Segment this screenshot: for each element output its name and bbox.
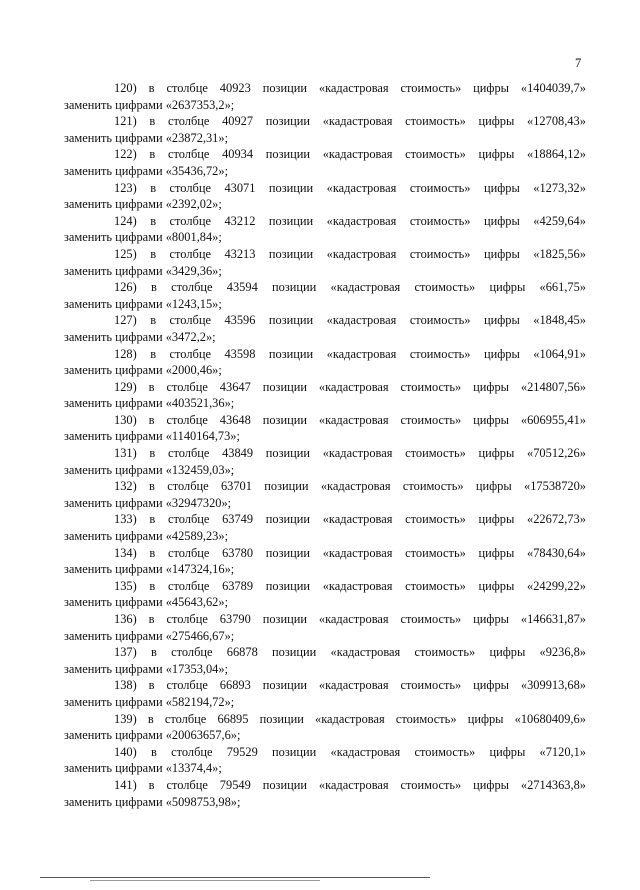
item-word: «кадастровая [318,777,389,792]
item-word: позиции [262,777,307,792]
item-number: 126) [114,280,137,295]
item-word: столбце [167,446,210,461]
item-number: 121) [114,114,137,129]
item-word: «кадастровая [322,512,393,527]
item-word: столбце [171,280,213,295]
item-word: столбце [171,645,213,660]
item-word: столбце [169,313,211,328]
item-first-line [64,611,586,628]
item-word: позиции [265,147,311,162]
item-replacement-line: заменить цифрами «403521,36»; [64,396,235,411]
item-word: стоимость» [400,612,462,626]
item-first-line [64,180,586,197]
item-word: в [149,578,156,593]
item-number: 128) [114,346,137,361]
item-replacement-line: заменить цифрами «2000,46»; [64,363,222,378]
item-word: позиции [265,512,311,527]
item-number: 124) [114,213,137,228]
item-word: 40934 [222,147,254,162]
item-number: 140) [114,744,137,759]
item-replacement-line: заменить цифрами «2637353,2»; [64,97,235,112]
list-item [64,611,586,644]
item-word: «10680409,6» [514,711,586,726]
item-word: в [150,246,157,261]
list-item [64,146,586,179]
item-number: 132) [114,479,137,494]
item-word: в [149,545,156,560]
item-word: цифры [473,678,509,693]
item-word: в [149,114,156,129]
item-word: стоимость» [409,213,471,228]
item-word: 63780 [222,545,254,560]
item-number: 141) [114,777,137,792]
item-word: 66893 [219,678,251,693]
item-word: стоимость» [405,446,466,461]
item-word: 66878 [226,645,258,660]
item-word: стоимость» [409,313,471,328]
item-replacement-line: заменить цифрами «2392,02»; [64,197,222,212]
item-word: «кадастровая [318,81,389,95]
item-word: «1273,32» [533,180,586,195]
item-word: цифры [473,612,509,626]
page-number: 7 [575,56,582,70]
item-word: 43598 [224,346,256,361]
item-first-line [64,777,586,794]
item-number: 139) [114,711,137,726]
item-first-line [64,744,586,761]
item-first-line [64,478,586,495]
list-item [64,213,586,246]
item-number: 133) [114,512,137,527]
item-word: цифры [489,280,526,295]
item-first-line [64,213,586,230]
item-word: стоимость» [409,346,471,361]
item-word: стоимость» [405,114,466,129]
item-number: 130) [114,412,137,427]
item-first-line [64,445,586,462]
item-word: 43212 [224,213,256,228]
item-word: позиции [262,678,307,693]
item-first-line [64,113,586,130]
item-word: «9236,8» [539,645,586,660]
item-word: цифры [483,213,520,228]
item-word: стоимость» [400,412,462,427]
item-word: цифры [478,147,515,162]
item-word: цифры [467,711,504,726]
item-word: столбце [169,346,211,361]
item-word: стоимость» [405,545,466,560]
item-word: в [148,412,155,427]
item-word: позиции [272,645,317,660]
item-word: 40927 [222,114,254,129]
item-replacement-line: заменить цифрами «5098753,98»; [64,794,241,809]
item-word: 43071 [224,180,256,195]
list-item [64,80,586,113]
item-word: стоимость» [395,711,457,726]
item-word: стоимость» [400,777,462,792]
item-replacement-line: заменить цифрами «582194,72»; [64,694,235,709]
list-item [64,412,586,445]
list-item [64,445,586,478]
item-number: 123) [114,180,137,195]
item-word: в [150,280,157,295]
item-word: в [149,446,156,461]
item-word: стоимость» [414,744,476,759]
item-word: столбце [166,379,208,394]
item-first-line [64,346,586,363]
item-word: столбце [167,545,210,560]
item-word: в [147,711,154,726]
item-replacement-line: заменить цифрами «42589,23»; [64,529,229,544]
item-word: «12708,43» [527,114,586,129]
item-word: «кадастровая [318,412,389,427]
item-replacement-line: заменить цифрами «13374,4»; [64,761,222,776]
item-word: столбце [169,180,211,195]
list-item [64,644,586,677]
item-replacement-line: заменить цифрами «3472,2»; [64,329,216,344]
item-word: «606955,41» [520,412,586,427]
item-word: «78430,64» [527,545,586,560]
item-word: «кадастровая [320,479,391,494]
item-word: позиции [262,81,307,95]
item-word: цифры [483,346,520,361]
item-first-line [64,412,586,429]
item-first-line [64,511,586,528]
item-word: «кадастровая [318,612,389,626]
item-word: позиции [265,446,311,461]
item-replacement-line: заменить цифрами «32947320»; [64,495,232,510]
item-word: стоимость» [400,379,462,394]
item-word: «4259,64» [533,213,586,228]
item-word: позиции [259,711,304,726]
item-replacement-line: заменить цифрами «275466,67»; [64,628,235,643]
item-word: стоимость» [402,479,464,494]
item-word: в [150,346,157,361]
item-word: 43647 [219,379,251,394]
item-word: столбце [169,213,211,228]
item-word: «кадастровая [318,678,389,693]
item-word: 79549 [219,777,251,792]
item-word: позиции [272,280,317,295]
item-word: «2714363,8» [520,777,586,792]
item-replacement-line: заменить цифрами «20063657,6»; [64,728,241,743]
item-first-line [64,711,586,728]
item-number: 127) [114,313,137,328]
item-word: в [149,147,156,162]
item-word: «кадастровая [322,114,393,129]
item-word: стоимость» [414,645,476,660]
bottom-rule-secondary [90,880,320,881]
item-first-line [64,80,586,97]
item-word: в [148,678,155,693]
item-word: столбце [166,777,208,792]
item-word: цифры [478,545,515,560]
item-replacement-line: заменить цифрами «8001,84»; [64,230,222,245]
item-word: «кадастровая [322,446,393,461]
item-word: цифры [483,180,520,195]
item-word: 43594 [226,280,258,295]
item-word: цифры [473,81,509,95]
list-item [64,677,586,710]
item-word: «1404039,7» [520,81,586,95]
item-word: столбце [167,578,210,593]
item-first-line [64,246,586,263]
item-word: стоимость» [400,81,462,95]
item-word: «кадастровая [322,545,393,560]
item-word: в [150,213,157,228]
item-number: 131) [114,446,137,461]
item-word: столбце [166,81,208,95]
item-word: позиции [272,744,317,759]
item-first-line [64,279,586,296]
bottom-rule [40,877,430,878]
item-word: «кадастровая [322,147,393,162]
item-replacement-line: заменить цифрами «132459,03»; [64,462,235,477]
item-word: 43648 [219,412,251,427]
item-first-line [64,545,586,562]
item-word: 63701 [220,479,252,494]
item-replacement-line: заменить цифрами «1140164,73»; [64,429,240,444]
item-word: «кадастровая [330,280,401,295]
list-item [64,478,586,511]
item-word: позиции [262,379,307,394]
item-word: «кадастровая [318,379,389,394]
list-item [64,180,586,213]
item-word: «1064,91» [533,346,586,361]
list-item [64,379,586,412]
item-word: стоимость» [405,512,466,527]
item-word: «70512,26» [527,446,586,461]
item-word: в [150,645,157,660]
item-first-line [64,677,586,694]
item-word: стоимость» [405,147,466,162]
item-word: в [148,81,155,95]
item-replacement-line: заменить цифрами «17353,04»; [64,661,229,676]
item-word: «кадастровая [326,346,397,361]
item-word: в [148,777,155,792]
item-word: стоимость» [405,578,466,593]
item-word: «кадастровая [322,578,393,593]
item-word: в [150,744,157,759]
item-word: цифры [473,412,509,427]
item-word: позиции [262,412,307,427]
item-word: цифры [478,446,515,461]
item-word: цифры [489,645,526,660]
item-number: 135) [114,578,137,593]
list-item [64,113,586,146]
item-word: цифры [483,313,520,328]
item-word: «1848,45» [533,313,586,328]
item-number: 137) [114,645,137,660]
item-word: столбце [166,612,208,626]
item-replacement-line: заменить цифрами «45643,62»; [64,595,229,610]
item-word: цифры [478,512,515,527]
item-replacement-line: заменить цифрами «35436,72»; [64,163,229,178]
item-number: 134) [114,545,137,560]
item-word: стоимость» [409,246,471,261]
item-number: 125) [114,246,137,261]
item-number: 136) [114,612,137,626]
list-item [64,711,586,744]
item-word: «661,75» [539,280,586,295]
item-word: в [150,180,157,195]
item-word: «1825,56» [533,246,586,261]
item-word: в [149,512,156,527]
item-first-line [64,578,586,595]
item-word: «7120,1» [539,744,586,759]
item-word: позиции [268,313,314,328]
item-word: столбце [167,114,210,129]
item-word: «309913,68» [520,678,586,693]
item-word: 63789 [222,578,254,593]
item-word: столбце [167,479,209,494]
item-word: столбце [167,512,210,527]
item-word: позиции [268,346,314,361]
item-word: 63790 [219,612,251,626]
item-number: 129) [114,379,137,394]
item-number: 122) [114,147,137,162]
item-word: в [149,479,155,494]
list-item [64,545,586,578]
item-word: столбце [167,147,210,162]
item-word: позиции [265,114,311,129]
item-first-line [64,312,586,329]
item-word: стоимость» [409,180,471,195]
item-word: «кадастровая [326,313,397,328]
item-word: столбце [166,412,208,427]
item-word: «кадастровая [326,213,397,228]
item-first-line [64,146,586,163]
item-word: «24299,22» [527,578,586,593]
item-word: «22672,73» [527,512,586,527]
list-item [64,279,586,312]
list-item [64,578,586,611]
item-word: цифры [489,744,526,759]
list-item [64,777,586,810]
item-word: цифры [478,578,515,593]
item-word: позиции [265,545,311,560]
item-word: столбце [164,711,207,726]
item-word: позиции [265,578,311,593]
item-word: позиции [262,612,307,626]
item-word: стоимость» [400,678,462,693]
item-replacement-line: заменить цифрами «23872,31»; [64,130,229,145]
item-word: 40923 [219,81,251,95]
item-word: «18864,12» [527,147,586,162]
item-number: 138) [114,678,137,693]
item-word: «17538720» [524,479,586,494]
item-word: цифры [473,379,509,394]
item-word: позиции [264,479,309,494]
item-replacement-line: заменить цифрами «147324,16»; [64,562,235,577]
item-replacement-line: заменить цифрами «1243,15»; [64,296,222,311]
item-word: цифры [475,479,512,494]
item-word: цифры [478,114,515,129]
item-first-line [64,379,586,396]
item-word: «214807,56» [520,379,586,394]
list-item [64,511,586,544]
item-word: 43596 [224,313,256,328]
item-word: столбце [171,744,213,759]
item-word: «кадастровая [330,645,401,660]
item-word: 66895 [217,711,249,726]
list-item [64,346,586,379]
item-word: позиции [268,246,314,261]
item-word: «кадастровая [330,744,401,759]
item-word: 79529 [226,744,258,759]
item-word: цифры [483,246,520,261]
list-item [64,246,586,279]
item-word: 43849 [222,446,254,461]
item-word: 43213 [224,246,256,261]
item-replacement-line: заменить цифрами «3429,36»; [64,263,222,278]
item-first-line [64,644,586,661]
item-word: стоимость» [414,280,476,295]
item-word: «146631,87» [520,612,586,626]
item-word: в [148,379,155,394]
amendment-list [64,80,586,810]
item-word: столбце [166,678,208,693]
item-word: столбце [169,246,211,261]
item-word: «кадастровая [326,246,397,261]
item-word: позиции [268,213,314,228]
item-word: «кадастровая [315,711,385,726]
item-word: «кадастровая [326,180,397,195]
item-word: в [150,313,157,328]
list-item [64,312,586,345]
item-number: 120) [114,81,137,95]
item-word: цифры [473,777,509,792]
item-word: позиции [268,180,314,195]
list-item [64,744,586,777]
item-word: 63749 [222,512,254,527]
item-word: в [148,612,155,626]
